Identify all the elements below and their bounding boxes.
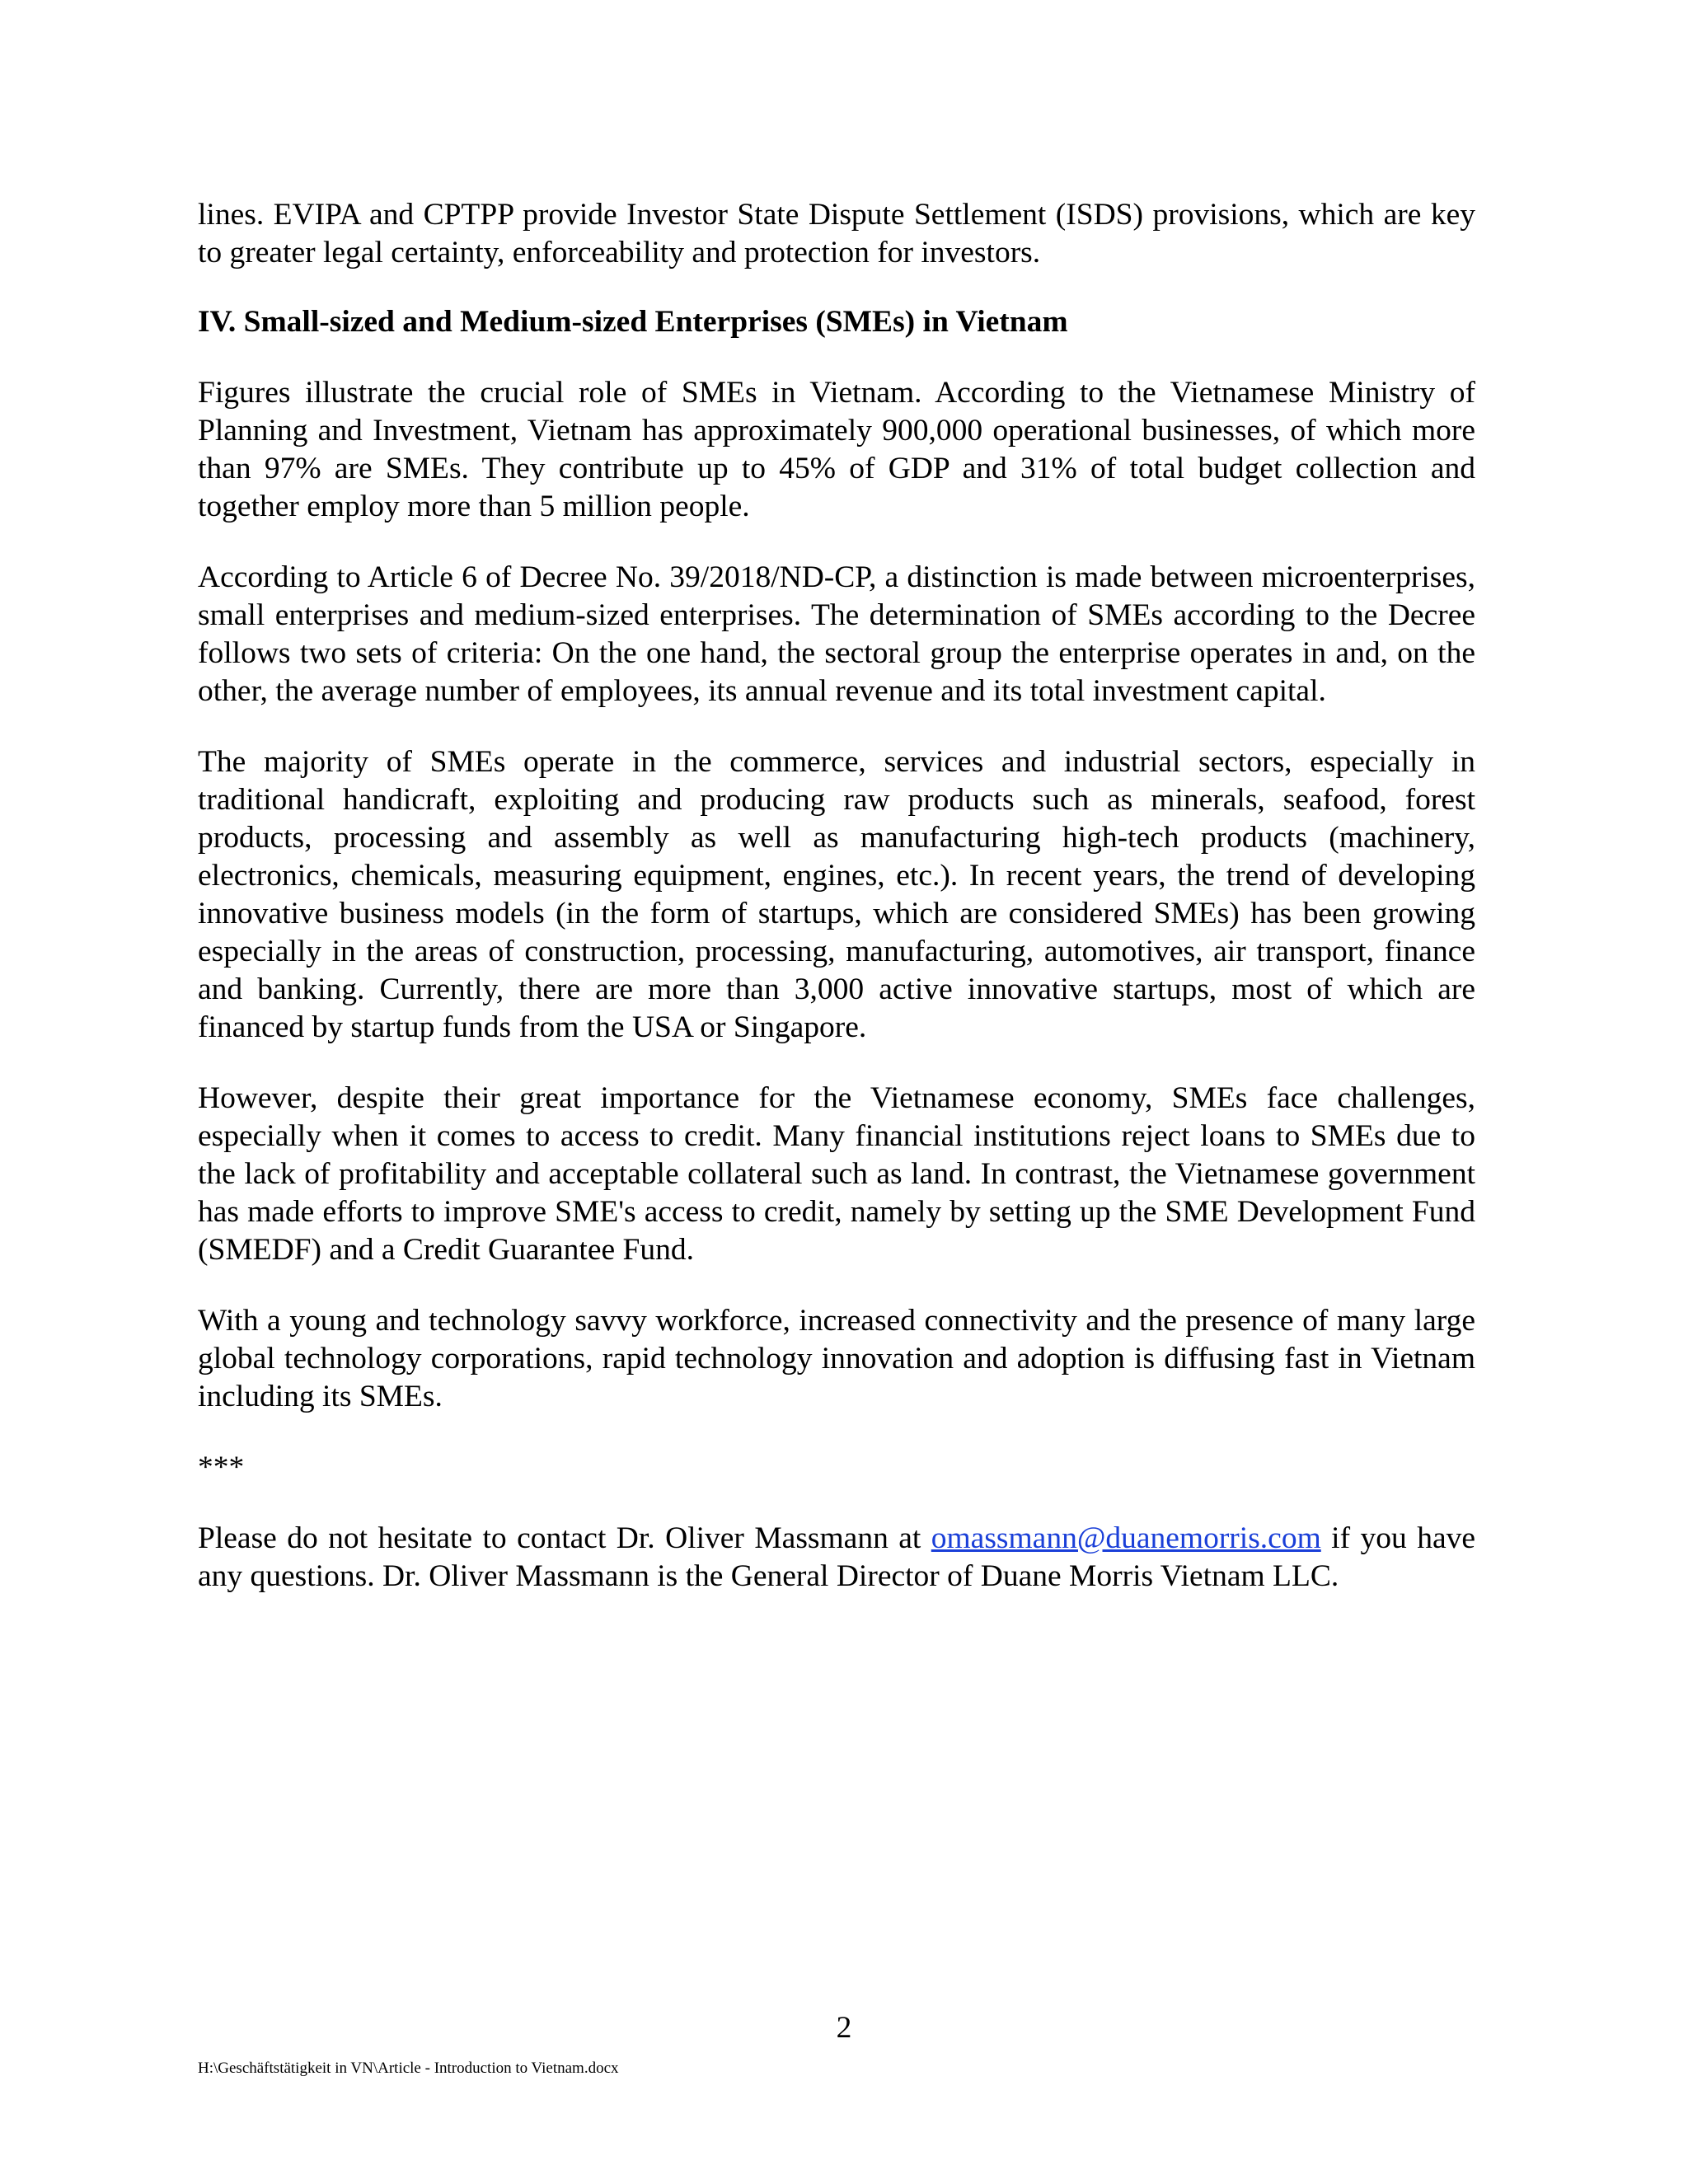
paragraph-technology-workforce: With a young and technology savvy workforce, increased connectivity and the presence of many large global technology corporations, rapid technology innovation and adoption is diffusing fast in Vietnam including its SMEs. — [198, 1304, 1475, 1413]
footer-file-path: H:\Geschäftstätigkeit in VN\Article - Introduction to Vietnam.docx — [198, 2060, 619, 2077]
paragraph-isds-continuation: lines. EVIPA and CPTPP provide Investor State Dispute Settlement (ISDS) provisions, which are key to greater legal certainty, enforceability and protection for investors. — [198, 198, 1475, 269]
contact-text-after: if you have any questions. Dr. Oliver Massmann is the General Director of Duane Morris Vietnam LLC. — [198, 1521, 1475, 1593]
document-body — [198, 196, 1475, 1629]
paragraph-decree-criteria: According to Article 6 of Decree No. 39/2018/ND-CP, a distinction is made between microenterprises, small enterprises and medium-sized enterprises. The determination of SMEs according to the Decree follows two sets of criteria: On the one hand, the sectoral group the enterprise operates in and, on the other, the average number of employees, its annual revenue and its total investment capital. — [198, 560, 1475, 708]
section-separator: *** — [198, 1451, 245, 1484]
paragraph-sme-challenges: However, despite their great importance for the Vietnamese economy, SMEs face challenges, especially when it comes to access to credit. Many financial institutions reject loans to SMEs due to the lack of profitability and acceptable collateral such as land. In contrast, the Vietnamese government has made efforts to improve SME's access to credit, namely by setting up the SME Development Fund (SMEDF) and a Credit Guarantee Fund. — [198, 1081, 1475, 1267]
section-heading-smes: IV. Small-sized and Medium-sized Enterprises (SMEs) in Vietnam — [198, 305, 1068, 339]
email-link[interactable]: omassmann@duanemorris.com — [931, 1521, 1321, 1555]
paragraph-contact — [198, 1520, 1475, 1596]
page-number: 2 — [836, 2011, 852, 2045]
paragraph-sme-role: Figures illustrate the crucial role of SMEs in Vietnam. According to the Vietnamese Ministry of Planning and Investment, Vietnam has approximately 900,000 operational businesses, of which more than 97% are SMEs. They contribute up to 45% of GDP and 31% of total budget collection and together employ more than 5 million people. — [198, 376, 1475, 523]
contact-text-before: Please do not hesitate to contact Dr. Oliver Massmann at — [198, 1521, 931, 1555]
paragraph-sme-sectors: The majority of SMEs operate in the commerce, services and industrial sectors, especially in traditional handicraft, exploiting and producing raw products such as minerals, seafood, forest products, processing and assembly as well as manufacturing high-tech products (machinery, electronics, chemicals, measuring equipment, engines, etc.). In recent years, the trend of developing innovative business models (in the form of startups, which are considered SMEs) has been growing especially in the areas of construction, processing, manufacturing, automotives, air transport, finance and banking. Currently, there are more than 3,000 active innovative startups, most of which are financed by startup funds from the USA or Singapore. — [198, 745, 1475, 1044]
